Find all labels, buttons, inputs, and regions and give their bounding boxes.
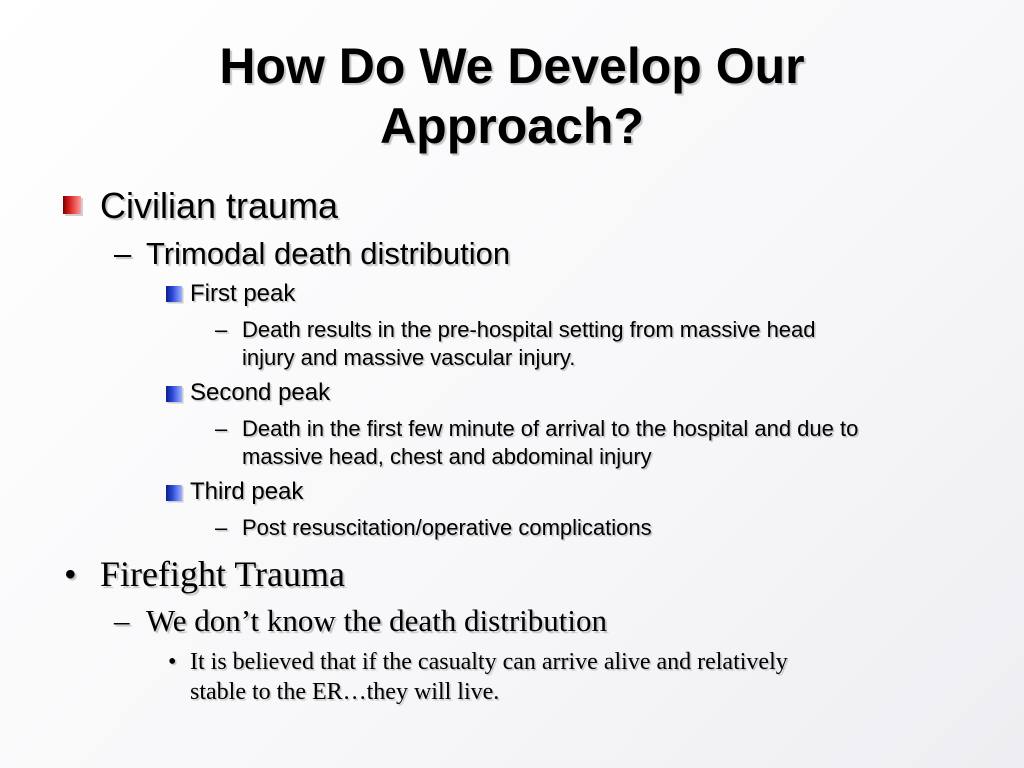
red-square-bullet-icon <box>63 196 81 214</box>
first-peak-detail-line-2: injury and massive vascular injury. <box>242 345 576 370</box>
belief-note-line-2: stable to the ER…they will live. <box>190 679 500 705</box>
trimodal-subheading: Trimodal death distribution <box>146 236 511 271</box>
blue-square-bullet-icon <box>166 485 182 501</box>
slide-title <box>0 36 1024 156</box>
slide-title-line-2: Approach? <box>380 98 644 154</box>
blue-square-bullet-icon <box>166 386 182 402</box>
second-peak-detail-line-1: Death in the first few minute of arrival to the hospital and due to <box>242 416 859 441</box>
dash-marker: – <box>215 515 228 540</box>
dash-marker: – <box>215 416 228 441</box>
round-bullet-icon: • <box>168 649 177 675</box>
death-distribution-subheading: We don’t know the death distribution <box>146 603 608 638</box>
civilian-trauma-heading: Civilian trauma <box>100 185 339 226</box>
round-bullet-icon: • <box>64 554 77 594</box>
first-peak-detail-line-1: Death results in the pre-hospital setting from massive head <box>242 317 816 342</box>
blue-square-bullet-icon <box>166 286 182 302</box>
third-peak-label: Third peak <box>190 478 304 505</box>
third-peak-detail-line-1: Post resuscitation/operative complications <box>242 515 652 540</box>
second-peak-detail-line-2: massive head, chest and abdominal injury <box>242 444 652 469</box>
slide-title-line-1: How Do We Develop Our <box>219 38 805 94</box>
first-peak-label: First peak <box>190 280 296 307</box>
second-peak-label: Second peak <box>190 379 331 406</box>
dash-marker: – <box>114 603 130 638</box>
dash-marker: – <box>114 236 132 271</box>
dash-marker: – <box>215 317 228 342</box>
firefight-trauma-heading: Firefight Trauma <box>100 554 346 594</box>
belief-note-line-1: It is believed that if the casualty can arrive alive and relatively <box>190 649 788 675</box>
